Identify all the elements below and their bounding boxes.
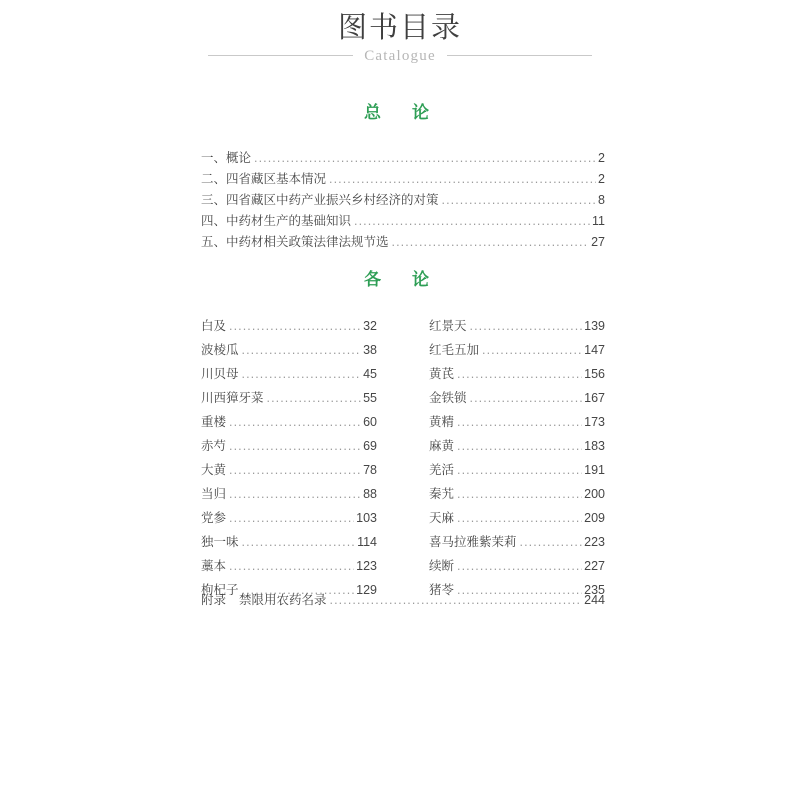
toc-leader-dots [442, 194, 597, 205]
toc-entry[interactable] [429, 380, 605, 404]
toc-entry[interactable] [429, 548, 605, 572]
toc-entry-label: 白及 [201, 318, 227, 333]
toc-leader-dots [229, 512, 354, 523]
toc-entry[interactable] [201, 404, 377, 428]
toc-entry-label: 五、中药材相关政策法律法规节选 [201, 234, 389, 249]
toc-entry-page: 147 [584, 342, 605, 357]
toc-leader-dots [229, 320, 361, 331]
toc-entry[interactable] [201, 308, 377, 332]
toc-entry-label: 四、中药材生产的基础知识 [201, 213, 352, 228]
toc-entry-page: 183 [584, 438, 605, 453]
toc-entry[interactable] [429, 332, 605, 356]
toc-list-general [201, 143, 605, 248]
toc-entry-label: 川贝母 [201, 366, 239, 381]
toc-entry-page: 114 [357, 534, 377, 549]
toc-entry-page: 227 [584, 558, 605, 573]
toc-entry[interactable] [201, 500, 377, 524]
toc-leader-dots [457, 560, 582, 571]
toc-entry[interactable] [201, 356, 377, 380]
toc-entry-page: 69 [363, 438, 377, 453]
toc-entry[interactable] [429, 356, 605, 380]
toc-leader-dots [330, 594, 583, 605]
toc-leader-dots [392, 236, 590, 247]
toc-entry-label: 一、概论 [201, 150, 252, 165]
toc-entry[interactable] [201, 548, 377, 572]
toc-entry-label: 波棱瓜 [201, 342, 239, 357]
toc-entry[interactable] [201, 428, 377, 452]
toc-entry-label: 续断 [429, 558, 455, 573]
toc-entry-page: 11 [592, 213, 605, 228]
toc-entry-page: 88 [363, 486, 377, 501]
toc-entry-label: 黄精 [429, 414, 455, 429]
toc-leader-dots [470, 320, 583, 331]
toc-leader-dots [229, 440, 361, 451]
toc-entry-label: 金铁锁 [429, 390, 467, 405]
toc-entry-page: 139 [584, 318, 605, 333]
toc-entry-label: 重楼 [201, 414, 227, 429]
toc-leader-dots [329, 173, 596, 184]
toc-leader-dots [242, 368, 362, 379]
toc-entry-label: 三、四省藏区中药产业振兴乡村经济的对策 [201, 192, 439, 207]
toc-column-right [429, 308, 605, 596]
toc-entry-label: 枸杞子 [201, 582, 239, 597]
toc-entry-label: 喜马拉雅紫茉莉 [429, 534, 517, 549]
section-heading-general: 总 论 [364, 103, 436, 122]
appendix-page: 244 [584, 592, 605, 607]
toc-entry-page: 123 [356, 558, 377, 573]
toc-entry[interactable] [429, 452, 605, 476]
toc-leader-dots [254, 152, 596, 163]
toc-entry-label: 党参 [201, 510, 227, 525]
toc-entry-label: 麻黄 [429, 438, 455, 453]
toc-leader-dots [457, 416, 582, 427]
toc-entry-label: 猪苓 [429, 582, 455, 597]
toc-leader-dots [229, 416, 361, 427]
toc-leader-dots [470, 392, 583, 403]
toc-entry[interactable] [201, 143, 605, 164]
toc-entry-page: 209 [584, 510, 605, 525]
toc-leader-dots [242, 344, 362, 355]
toc-entry-label: 红景天 [429, 318, 467, 333]
toc-entry[interactable] [429, 428, 605, 452]
toc-entry-page: 156 [584, 366, 605, 381]
toc-entry-label: 川西獐牙菜 [201, 390, 264, 405]
page-subtitle: Catalogue [364, 48, 436, 64]
toc-entry-label: 天麻 [429, 510, 455, 525]
toc-leader-dots [229, 560, 354, 571]
toc-entry[interactable] [429, 500, 605, 524]
toc-entry-label: 二、四省藏区基本情况 [201, 171, 327, 186]
toc-entry-label: 赤芍 [201, 438, 227, 453]
toc-entry-page: 78 [363, 462, 377, 477]
toc-entry-page: 55 [363, 390, 377, 405]
toc-leader-dots [457, 488, 582, 499]
toc-entry-page: 223 [584, 534, 605, 549]
toc-entry[interactable] [201, 452, 377, 476]
toc-entry[interactable] [201, 524, 377, 548]
toc-leader-dots [457, 464, 582, 475]
toc-entry[interactable] [201, 332, 377, 356]
toc-entry[interactable] [201, 185, 605, 206]
toc-entry-page: 200 [584, 486, 605, 501]
toc-entry[interactable] [201, 476, 377, 500]
toc-entry-label: 黄芪 [429, 366, 455, 381]
appendix-prefix-label: 附录 [201, 592, 227, 607]
toc-entry-label: 独一味 [201, 534, 239, 549]
toc-leader-dots [229, 488, 361, 499]
toc-entry-page: 45 [363, 366, 377, 381]
toc-entry-page: 235 [584, 582, 605, 597]
toc-leader-dots [457, 440, 582, 451]
toc-entry[interactable] [429, 308, 605, 332]
toc-leader-dots [457, 368, 582, 379]
toc-entry-label: 羌活 [429, 462, 455, 477]
toc-entry-label: 藁本 [201, 558, 227, 573]
toc-leader-dots [354, 215, 590, 226]
toc-entry[interactable] [429, 476, 605, 500]
toc-entry-label: 大黄 [201, 462, 227, 477]
toc-list-specific [201, 308, 605, 596]
toc-entry-appendix[interactable] [201, 582, 605, 607]
toc-entry-page: 173 [584, 414, 605, 429]
page-title: 图书目录 [337, 12, 462, 44]
toc-leader-dots [242, 536, 356, 547]
toc-entry-label: 红毛五加 [429, 342, 480, 357]
toc-entry[interactable] [201, 206, 605, 227]
toc-entry-page: 38 [363, 342, 377, 357]
toc-entry-page: 32 [363, 318, 377, 333]
toc-entry-page: 2 [598, 171, 605, 186]
toc-entry-page: 129 [356, 582, 377, 597]
toc-leader-dots [457, 512, 582, 523]
toc-leader-dots [267, 392, 362, 403]
toc-entry[interactable] [201, 380, 377, 404]
toc-entry-page: 2 [598, 150, 605, 165]
toc-entry-page: 167 [584, 390, 605, 405]
toc-leader-dots [520, 536, 583, 547]
toc-entry-page: 8 [598, 192, 605, 207]
toc-entry[interactable] [429, 524, 605, 548]
toc-entry-page: 60 [363, 414, 377, 429]
section-heading-specific: 各 论 [364, 270, 436, 289]
toc-entry[interactable] [201, 164, 605, 185]
toc-entry-page: 27 [591, 234, 605, 249]
toc-entry-page: 103 [356, 510, 377, 525]
toc-entry-label: 秦艽 [429, 486, 455, 501]
appendix-label: 禁限用农药名录 [239, 592, 327, 607]
toc-entry[interactable] [429, 404, 605, 428]
toc-entry-label: 当归 [201, 486, 227, 501]
toc-entry-page: 191 [584, 462, 605, 477]
toc-leader-dots [482, 344, 582, 355]
toc-leader-dots [229, 464, 361, 475]
toc-entry[interactable] [201, 227, 605, 248]
page-header [0, 8, 800, 78]
toc-column-left [201, 308, 377, 596]
appendix-section [201, 582, 605, 607]
